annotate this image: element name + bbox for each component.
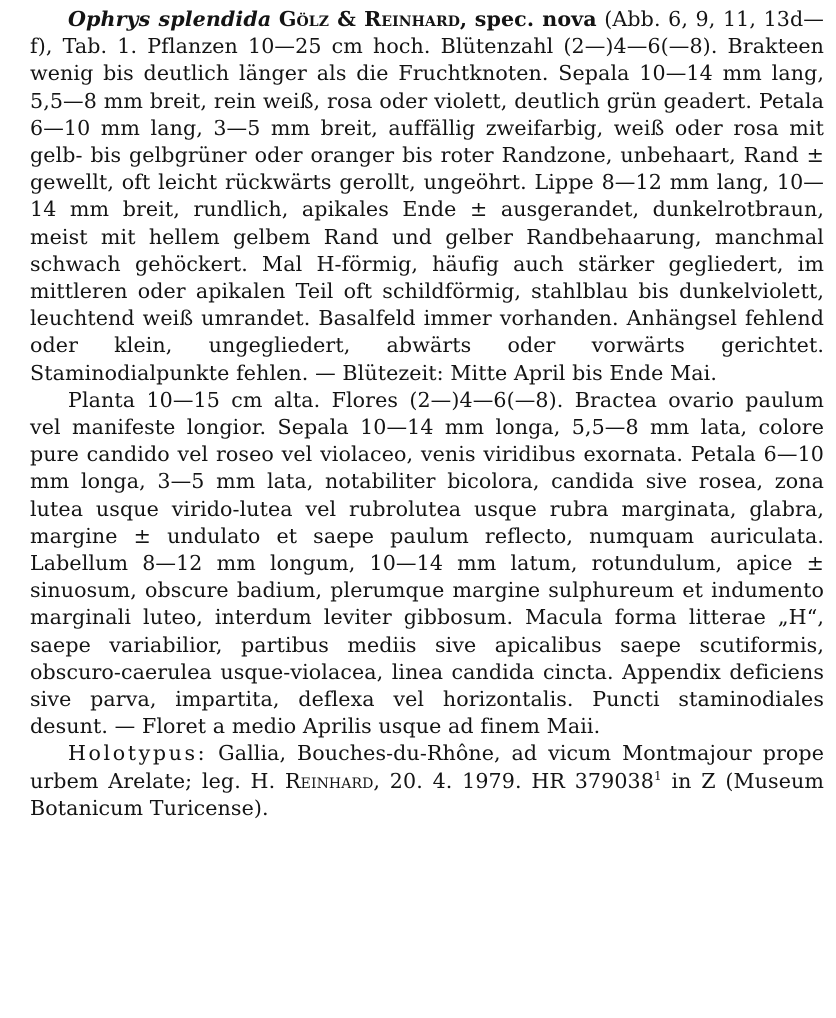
- latin-description-text: Planta 10—15 cm alta. Flores (2—)4—6(—8). Bractea ovario paulum vel manifeste longior. Sepala 10—14 mm longa, 5,5—8 mm lata, colore pure candido vel roseo vel violaceo, venis viridibus exornata. Petala 6—10 mm longa, 3—5 mm lata, notabiliter bicolora, candida sive rosea, zona lutea usque virido-lutea vel rubrolutea usque rubra marginata, glabra, margine ± undulato et saepe paulum reflecto, numquam auriculata. Labellum 8—12 mm longum, 10—14 mm latum, rotundulum, apice ± sinuosum, obscure badium, plerumque margine sulphureum et indumento marginali luteo, interdum leviter gibbosum. Macula forma litterae „H“, saepe variabilior, partibus mediis sive apicalibus saepe scutiformis, obscuro-caerulea usque-violacea, linea candida cincta. Appendix deficiens sive parva, impartita, deflexa vel horizontalis. Puncti staminodiales desunt. — Floret a medio Aprilis usque ad finem Maii.: [30, 387, 824, 739]
- species-description-german: [30, 6, 824, 387]
- species-authors: Gölz & Reinhard,: [278, 7, 468, 31]
- german-description-text: Pflanzen 10—25 cm hoch. Blütenzahl (2—)4—6(—8). Brakteen wenig bis deutlich länger als die Fruchtknoten. Sepala 10—14 mm lang, 5,5—8 mm breit, rein weiß, rosa oder violett, deutlich grün geadert. Petala 6—10 mm lang, 3—5 mm breit, auffällig zweifarbig, weiß oder rosa mit gelb- bis gelbgrüner oder oranger bis roter Randzone, unbehaart, Rand ± gewellt, oft leicht rückwärts gerollt, ungeöhrt. Lippe 8—12 mm lang, 10—14 mm breit, rundlich, apikales Ende ± ausgerandet, dunkelrotbraun, meist mit hellem gelbem Rand und gelber Randbehaarung, manchmal schwach gehöckert. Mal H-förmig, häufig auch stärker gegliedert, im mittleren oder apikalen Teil oft schildförmig, stahlblau bis dunkelviolett, leuchtend weiß umrandet. Basalfeld immer vorhanden. Anhängsel fehlend oder klein, ungegliedert, abwärts oder vorwärts gerichtet. Staminodialpunkte fehlen. — Blütezeit: Mitte April bis Ende Mai.: [30, 34, 825, 385]
- species-description-latin: [30, 387, 824, 741]
- holotype-collector: Reinhard,: [285, 768, 381, 793]
- holotype-paragraph: [30, 740, 824, 822]
- footnote-mark: 1: [653, 768, 662, 783]
- document-page: [30, 6, 824, 822]
- species-name: Ophrys splendida: [68, 7, 272, 31]
- holotype-locality: Gallia, Bouches-du-Rhône, ad vicum Montmajour prope urbem Arelate; leg. H.: [30, 741, 824, 793]
- holotype-herbarium: in Z (Museum Botanicum Turicense).: [30, 768, 824, 820]
- holotype-label: Holotypus:: [68, 741, 208, 766]
- figure-references: (Abb. 6, 9, 11, 13d—f), Tab. 1.: [30, 7, 824, 59]
- holotype-date-number: 20. 4. 1979. HR 379038: [389, 768, 654, 793]
- spec-nova-label: spec. nova: [474, 7, 597, 31]
